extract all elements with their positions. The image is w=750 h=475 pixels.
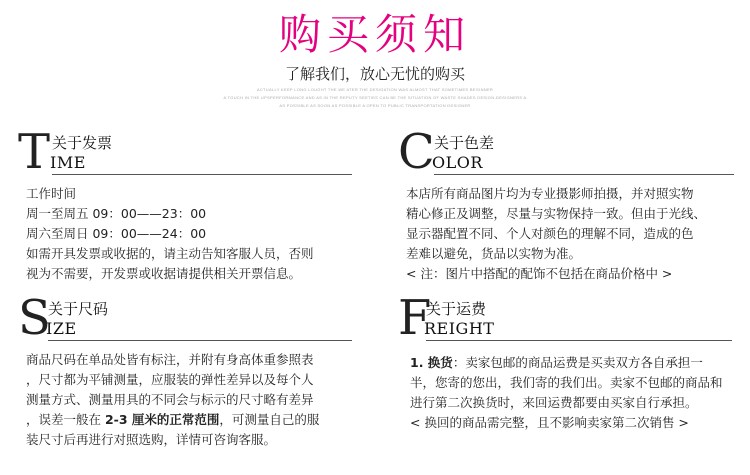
section-title-cn: 关于发票 [52,134,113,152]
section-initial-letter: F [398,290,432,346]
color-note-line: 精心修正及调整，尽量与实物保持一致。但由于光线、 [406,206,707,221]
section-header [398,290,738,346]
section-title-en: IME [50,153,86,172]
exchange-note-line: 进行第二次换货时，来回运费都要由买家自行承担。 [410,395,698,410]
section-divider [434,174,734,175]
invoice-note-line: 如需开具发票或收据的，请主动告知客服人员，否则 [26,246,314,261]
size-tolerance-range: 2-3 厘米的正常范围 [104,412,220,427]
section-header [18,124,354,180]
page-subtitle: 了解我们，放心无忧的购买 [284,65,465,83]
size-note-line: 测量方式、测量用具的不同会与标示的尺寸略有差异 [26,392,314,407]
section-title-cn: 关于色差 [434,134,495,152]
size-tolerance-prefix: ，误差一般在 [26,412,105,427]
exchange-condition-note: < 换回的商品需完整，且不影响卖家第二次销售 > [410,415,689,430]
size-section [18,290,358,470]
section-body [406,184,706,284]
exchange-label: 1. 换货 [410,355,453,370]
invoice-note-line: 视为不需要，开发票或收据请提供相关开票信息。 [26,266,302,281]
invoice-section [18,124,354,284]
section-title-en: OLOR [432,153,483,172]
color-note-line: 差难以避免，货品以实物为准。 [406,246,582,261]
section-initial-letter: C [398,124,435,180]
section-divider [426,340,732,341]
weekday-hours: 周一至周五 09：00——23：00 [26,206,207,221]
fine-print-line: AS POSSIBLE AS SOON AS POSSIBLE A OPEN TO PUBLIC TRANSPORTATION DESIGNER [279,103,471,108]
fine-print-line: ACTUALLY KEEP LONG LOUGHT THE WE ATER THE DESIGATION WAS ALMOST THAT SOMETIMES BEGINNER [256,87,494,92]
section-title-cn: 关于尺码 [48,300,109,318]
accessory-note: < 注：图片中搭配的配饰不包括在商品价格中 > [406,266,673,281]
section-header [398,124,738,180]
exchange-text: ：卖家包邮的商品运费是买卖双方各自承担一 [452,355,703,370]
size-note-line: 商品尺码在单品处皆有标注，并附有身高体重参照表 [26,352,314,367]
section-initial-letter: T [18,124,51,180]
exchange-note-line: 半，您寄的您出，我们寄的我们出。卖家不包邮的商品和 [410,375,723,390]
work-hours-label: 工作时间 [26,186,77,201]
weekend-hours: 周六至周日 09：00——24：00 [26,226,207,241]
size-note-line [26,410,319,430]
color-note-line: 本店所有商品图片均为专业摄影师拍摄，并对照实物 [406,186,694,201]
section-title-en: IZE [46,319,77,338]
section-title-cn: 关于运费 [426,300,487,318]
section-header [18,290,358,346]
page-title: 购买须知 [278,10,471,59]
section-divider [48,340,352,341]
section-title-en: REIGHT [424,319,495,338]
exchange-note-line [410,353,723,373]
section-body [26,184,314,284]
size-tolerance-suffix: ，可测量自己的服 [219,412,320,427]
size-note-line: ，尺寸都为平铺测量，应服装的弹性差异以及每个人 [26,372,314,387]
freight-section [398,290,738,470]
section-initial-letter: S [18,290,51,346]
color-note-line: 显示器配置不同、个人对颜色的理解不同，造成的色 [406,226,694,241]
section-body [26,350,319,450]
size-note-line: 装尺寸后再进行对照选购，详情可咨询客服。 [26,432,277,447]
section-body [410,353,723,433]
color-section [398,124,738,284]
section-divider [52,174,352,175]
fine-print-line: A TOUCH IN THE UPSPERFORMANCE AND AS IN THE REPUTY SEETIES CAN BE THE SITUATION OF WASTE SHADES DESIGN-DESIGNERS A [223,95,527,100]
